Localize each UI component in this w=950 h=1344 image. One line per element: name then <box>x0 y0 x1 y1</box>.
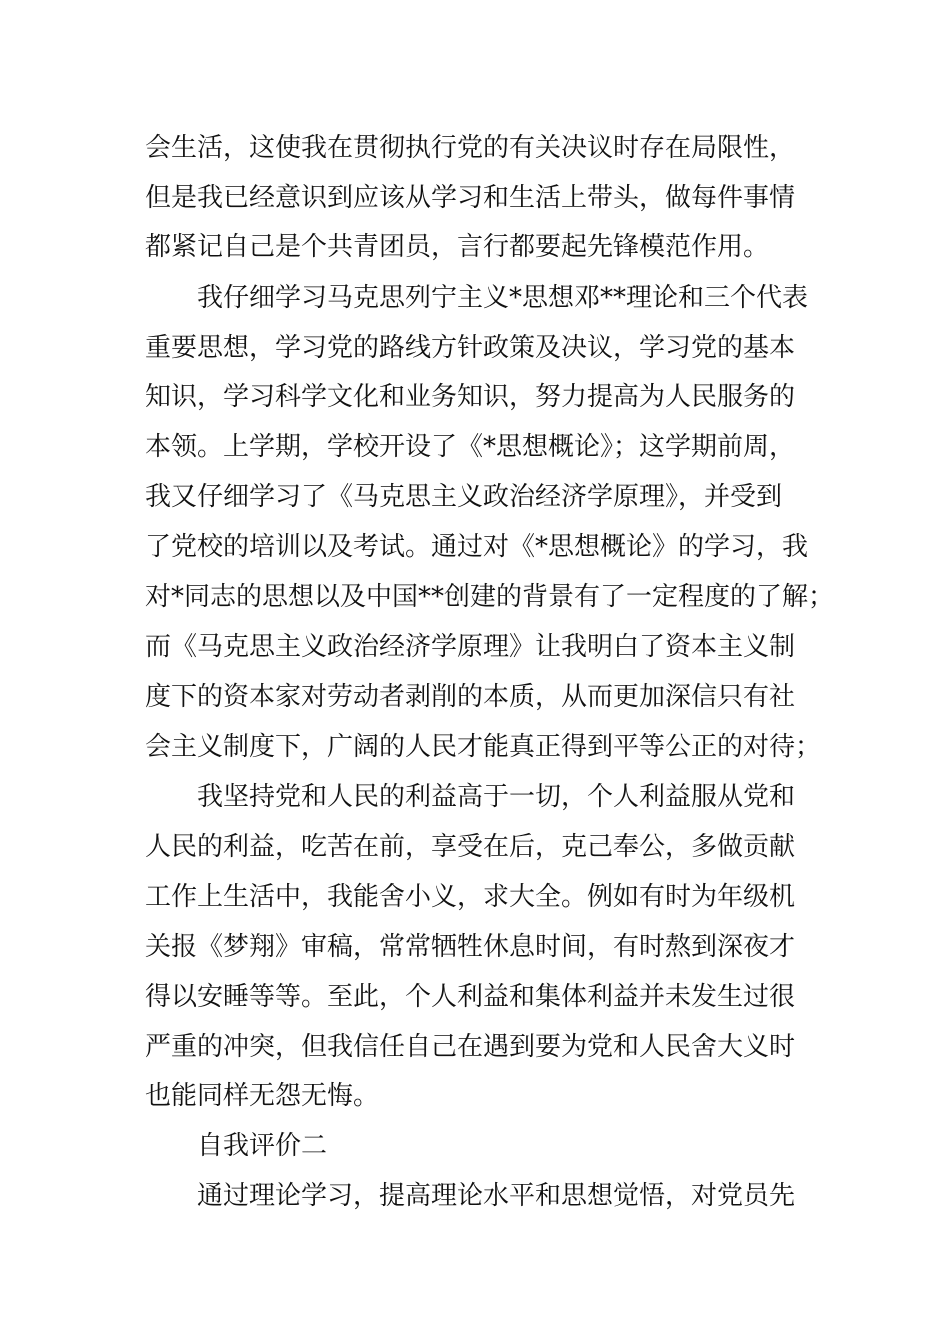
text-line: 对*同志的思想以及中国**创建的背景有了一定程度的了解； <box>145 582 835 612</box>
text-line: 严重的冲突，但我信任自己在遇到要为党和人民舍大义时 <box>145 1032 796 1062</box>
text-line: 关报《梦翔》审稿，常常牺牲休息时间，有时熬到深夜才 <box>145 932 796 962</box>
text-line: 而《马克思主义政治经济学原理》让我明白了资本主义制 <box>145 632 796 662</box>
text-line: 都紧记自己是个共青团员，言行都要起先锋模范作用。 <box>145 232 770 262</box>
text-line: 知识，学习科学文化和业务知识，努力提高为人民服务的 <box>145 382 796 412</box>
text-line: 得以安睡等等。至此，个人利益和集体利益并未发生过很 <box>145 982 796 1012</box>
text-line: 工作上生活中，我能舍小义，求大全。例如有时为年级机 <box>145 882 796 912</box>
text-line: 我又仔细学习了《马克思主义政治经济学原理》，并受到 <box>145 482 783 512</box>
paragraph-start-line: 我仔细学习马克思列宁主义*思想邓**理论和三个代表 <box>197 283 809 313</box>
text-line: 度下的资本家对劳动者剥削的本质，从而更加深信只有社 <box>145 682 796 712</box>
section-heading: 自我评价二 <box>197 1131 328 1161</box>
text-line: 重要思想，学习党的路线方针政策及决议，学习党的基本 <box>145 333 796 363</box>
paragraph-start-line: 通过理论学习，提高理论水平和思想觉悟，对党员先 <box>197 1181 796 1211</box>
text-line: 会主义制度下，广阔的人民才能真正得到平等公正的对待； <box>145 732 822 762</box>
paragraph-start-line: 我坚持党和人民的利益高于一切，个人利益服从党和 <box>197 782 796 812</box>
text-line: 人民的利益，吃苦在前，享受在后，克己奉公，多做贡献 <box>145 832 796 862</box>
text-line: 了党校的培训以及考试。通过对《*思想概论》的学习，我 <box>145 532 809 562</box>
text-line: 本领。上学期，学校开设了《*思想概论》；这学期前周， <box>145 432 796 462</box>
text-line: 但是我已经意识到应该从学习和生活上带头，做每件事情 <box>145 183 796 213</box>
text-line: 会生活，这使我在贯彻执行党的有关决议时存在局限性， <box>145 133 796 163</box>
text-line: 也能同样无怨无悔。 <box>145 1081 380 1111</box>
